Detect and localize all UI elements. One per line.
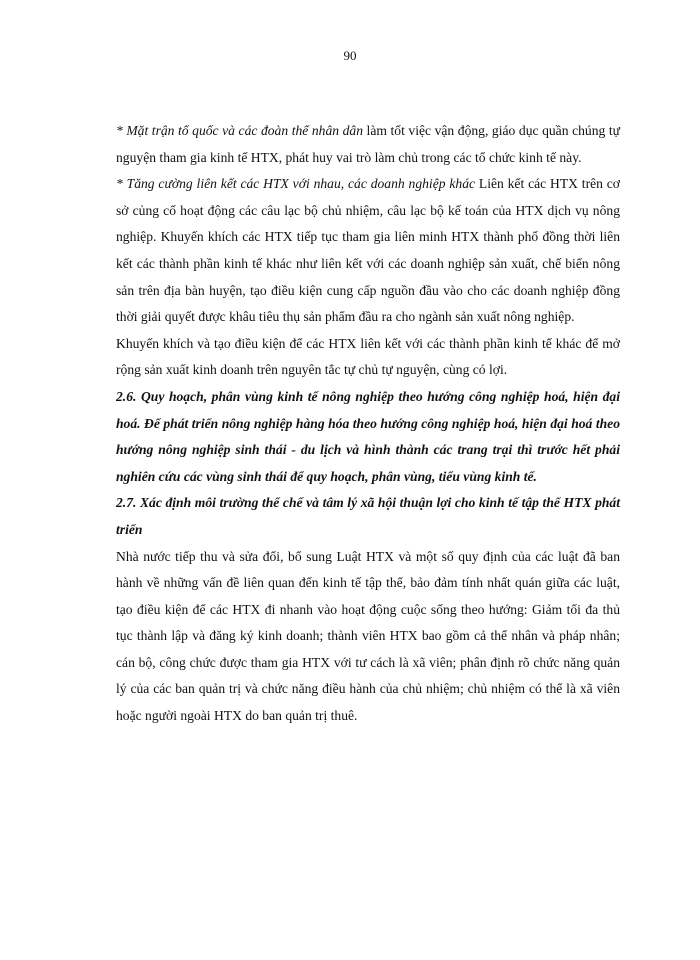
paragraph-mat-tran <box>116 118 620 171</box>
paragraph-nha-nuoc: Nhà nước tiếp thu và sửa đổi, bổ sung Luật HTX và một số quy định của các luật đã ban hành về những vấn đề liên quan đến kinh tế tập thể, bảo đảm tính nhất quán giữa các luật, tạo điều kiện để các HTX đi nhanh vào hoạt động cuộc sống theo hướng: Giảm tối đa thủ tục thành lập và đăng ký kinh doanh; thành viên HTX bao gồm cả thể nhân và pháp nhân; cán bộ, công chức được tham gia HTX với tư cách là xã viên; phân định rõ chức năng quản lý của các ban quản trị và chức năng điều hành của chủ nhiệm; chủ nhiệm có thể là xã viên hoặc người ngoài HTX do ban quản trị thuê. <box>116 548 620 724</box>
page-number: 90 <box>343 48 357 63</box>
section-heading-2-6: 2.6. Quy hoạch, phân vùng kinh tế nông nghiệp theo hướng công nghiệp hoá, hiện đại hoá. Để phát triển nông nghiệp hàng hóa theo hướng công nghiệp hoá, hiện đại hoá theo hướng nông nghiệp sinh thái - du lịch và hình thành các trang trại thì trước hết phải nghiên cứu các vùng sinh thái để quy hoạch, phân vùng, tiểu vùng kinh tế. <box>116 388 620 484</box>
paragraph-lead-italic: * Mặt trận tổ quốc và các đoàn thể nhân dân <box>116 123 363 138</box>
paragraph-lead-italic: * Tăng cường liên kết các HTX với nhau, các doanh nghiệp khác <box>116 176 476 192</box>
paragraph-lien-ket <box>116 171 620 331</box>
paragraph-text: làm tốt việc vận động, giáo dục quần chúng tự nguyện tham gia kinh tế HTX, phát huy vai trò làm chủ trong các tổ chức kinh tế này. <box>116 123 620 165</box>
page-content <box>116 118 620 730</box>
section-heading-2-7: 2.7. Xác định môi trường thể chế và tâm lý xã hội thuận lợi cho kinh tế tập thể HTX phát triển <box>116 495 620 537</box>
paragraph-text: Liên kết các HTX trên cơ sở củng cố hoạt động các câu lạc bộ chủ nhiệm, câu lạc bộ kế toán của HTX dịch vụ nông nghiệp. Khuyến khích các HTX tiếp tục tham gia liên minh HTX thành phố đồng thời liên kết các thành phần kinh tế khác như liên kết với các doanh nghiệp sản xuất, chế biến nông sản trên địa bàn huyện, tạo điều kiện cung cấp nguồn đầu vào cho các doanh nghiệp đồng thời giải quyết được khâu tiêu thụ sản phẩm đầu ra cho ngành sản xuất nông nghiệp. <box>116 176 620 325</box>
paragraph-khuyen-khich: Khuyến khích và tạo điều kiện để các HTX liên kết với các thành phần kinh tế khác để mở rộng sản xuất kinh doanh trên nguyên tắc tự chủ tự nguyện, cùng có lợi. <box>116 335 620 378</box>
